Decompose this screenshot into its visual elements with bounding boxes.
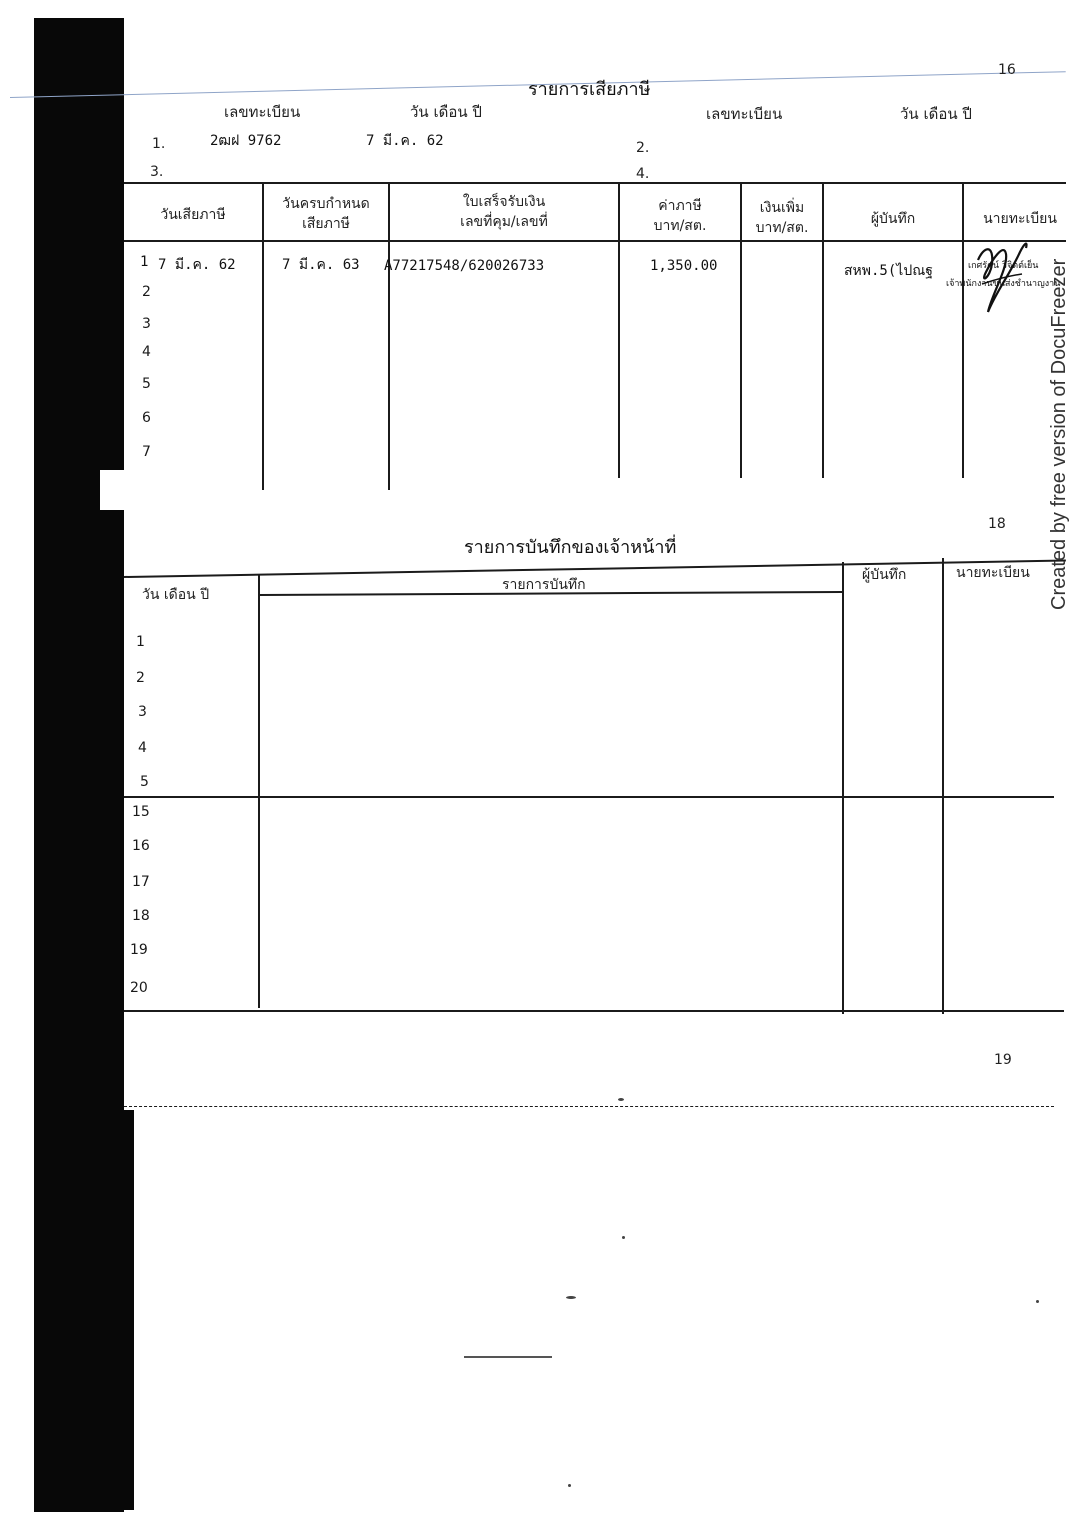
scan-speck [622,1236,625,1239]
officer-column-date: วัน เดือน ปี [142,587,210,603]
scan-speck [568,1484,571,1487]
cell-tax: 1,350.00 [650,258,718,274]
officer-row-number: 4 [138,740,147,756]
registrar-stamp-title: เจ้าพนักงานขนส่งชำนาญงาน [946,279,1061,289]
page-number-19: 19 [994,1052,1012,1068]
document-page [124,18,1076,1110]
column-header-receipt: ใบเสร็จรับเงิน เลขที่คุม/เลขที่ [460,194,548,230]
entry-index: 3. [150,164,164,180]
officer-column-divider [258,574,260,1008]
officer-column-recorder: ผู้บันทึก [862,567,907,583]
scan-speck [464,1356,552,1358]
officer-bottom-border [124,1010,1064,1012]
officer-row-number: 16 [132,838,150,854]
column-header-pay-date: วันเสียภาษี [160,207,226,223]
officer-row-number: 1 [136,634,145,650]
entry-date: 7 มี.ค. 62 [366,133,444,149]
scan-speck [566,1296,576,1299]
table-header-border [124,240,1066,242]
page-number-16: 16 [998,62,1016,78]
officer-row-number: 19 [130,942,148,958]
column-header-recorder: ผู้บันทึก [870,211,916,227]
officer-table-top-border [124,560,1066,578]
officer-column-registrar: นายทะเบียน [956,565,1030,581]
row-number: 7 [142,444,151,460]
entry-index: 1. [152,136,166,152]
officer-row-number: 15 [132,804,150,820]
reg-label-left: เลขทะเบียน [224,103,301,121]
reg-label-right: เลขทะเบียน [706,105,783,123]
cell-receipt: A77217548/620026733 [384,258,545,274]
cell-recorder: สหพ.5(ไปณฐ [844,263,933,279]
officer-column-entry: รายการบันทึก [502,577,586,593]
officer-section-title: รายการบันทึกของเจ้าหน้าที่ [464,537,677,558]
officer-row-number: 18 [132,908,150,924]
tax-section-title: รายการเสียภาษี [528,79,651,100]
column-header-tax: ค่าภาษี บาท/สต. [653,198,707,234]
registrar-stamp-name: เกศรัตน์ วิจิตต์เย็น [968,261,1039,271]
row-number: 3 [142,316,151,332]
column-header-registrar: นายทะเบียน [983,211,1057,227]
binding-shadow-lower [120,1110,134,1510]
entry-index: 4. [636,166,650,182]
entry-index: 2. [636,140,650,156]
row-number: 6 [142,410,151,426]
scan-speck [618,1098,624,1101]
officer-row-number: 5 [140,774,149,790]
watermark-text: Created by free version of DocuFreezer [1048,258,1070,610]
officer-row-number: 2 [136,670,145,686]
cell-due-date: 7 มี.ค. 63 [282,257,360,273]
officer-column-divider [842,562,844,1014]
cell-pay-date: 7 มี.ค. 62 [158,257,236,273]
column-header-due-date: วันครบกำหนด เสียภาษี [282,196,370,232]
officer-row-number: 20 [130,980,148,996]
row-number: 5 [142,376,151,392]
officer-row-number: 17 [132,874,150,890]
officer-column-divider [942,558,944,1014]
registrar-signature [970,234,1040,316]
page-bottom-edge [124,1106,1054,1107]
row-number: 4 [142,344,151,360]
row-number: 1 [140,254,149,270]
column-header-surcharge: เงินเพิ่ม บาท/สต. [755,200,809,236]
table-top-border [124,182,1066,184]
binding-shadow [34,18,124,1512]
date-label-right: วัน เดือน ปี [900,105,972,123]
entry-reg-no: 2ฒฝ 9762 [210,133,282,149]
page-number-18: 18 [988,516,1006,532]
officer-middle-border [124,796,1054,798]
scan-speck [1036,1300,1039,1303]
row-number: 2 [142,284,151,300]
officer-row-number: 3 [138,704,147,720]
date-label-left: วัน เดือน ปี [410,103,482,121]
binding-notch [100,470,124,510]
